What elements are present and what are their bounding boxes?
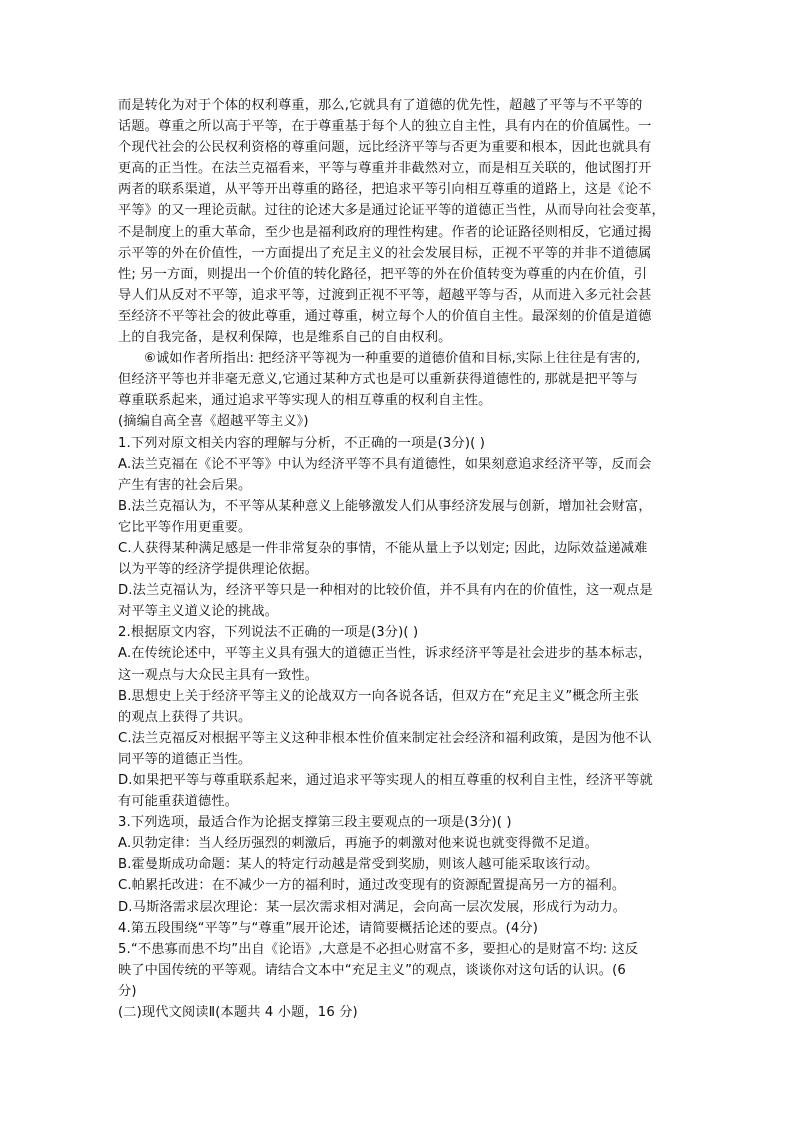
question-2 [118,622,678,812]
option-a-line: A.法兰克福在《论不平等》中认为经济平等不具有道德性，如果刻意追求经济平等，反而会 [118,456,652,472]
question-3 [118,812,678,917]
option-b-line: 它比平等作用更重要。 [118,519,252,535]
text-line: 两者的联系渠道，从平等开出尊重的路径，把追求平等引向相互尊重的道路上，这是《论不 [118,182,652,198]
text-line: 性; 另一方面，则提出一个价值的转化路径，把平等的外在价值转变为尊重的内在价值，引 [118,266,648,282]
question-4: 4.第五段围绕“平等”与“尊重”展开论述，请简要概括论述的要点。(4分) [118,920,539,936]
option-c-line: C.人获得某种满足感是一件非常复杂的事情，不能从量上予以划定; 因此，边际效益递减难 [118,540,648,556]
question-stem: 1.下列对原文相关内容的理解与分析，不正确的一项是(3分)( ) [118,435,486,451]
paragraph-six [118,348,678,411]
source-note: (摘编自高全喜《超越平等主义》) [118,414,309,430]
option-b: B.霍曼斯成功命题：某人的特定行动越是常受到奖励，则该人越可能采取该行动。 [118,857,599,873]
question-stem: 3.下列选项，最适合作为论据支撑第三段主要观点的一项是(3分)( ) [118,815,512,831]
text-line: 分) [118,983,137,999]
option-c-line: 同平等的道德正当性。 [118,751,252,767]
option-c-line: C.法兰克福反对根据平等主义这种非根本性价值来制定社会经济和福利政策，是因为他不认 [118,730,652,746]
question-stem: 2.根据原文内容，下列说法不正确的一项是(3分)( ) [118,625,419,641]
option-a: A.贝勃定律：当人经历强烈的刺激后，再施予的刺激对他来说也就变得微不足道。 [118,836,599,852]
option-a-line: A.在传统论述中，平等主义具有强大的道德正当性，诉求经济平等是社会进步的基本标志， [118,646,652,662]
option-b-line: 的观点上获得了共识。 [118,709,252,725]
text-line: 映了中国传统的平等观。请结合文本中“充足主义”的观点，谈谈你对这句话的认识。(6 [118,962,626,978]
question-5 [118,939,678,1002]
option-a-line: 这一观点与大众民主具有一致性。 [118,667,319,683]
text-line: 导人们从反对不平等，追求平等，过渡到正视不平等，超越平等与否，从而进入多元社会甚 [118,287,652,303]
text-line: 更高的正当性。在法兰克福看来，平等与尊重并非截然对立，而是相互关联的，他试图打开 [118,161,652,177]
text-line: 至经济不平等社会的彼此尊重，通过尊重，树立每个人的价值自主性。最深刻的价值是道德 [118,308,652,324]
document-page [118,95,678,1023]
option-d-line: 对平等主义道义论的挑战。 [118,604,279,620]
text-line: 示平等的外在价值性，一方面提出了充足主义的社会发展目标，正视不平等的并非不道德属 [118,245,652,261]
option-b-line: B.思想史上关于经济平等主义的论战双方一向各说各话，但双方在“充足主义”概念所主张 [118,688,639,704]
text-line: 上的自我完备，是权利保障，也是维系自己的自由权利。 [118,330,452,346]
option-d-line: D.如果把平等与尊重联系起来，通过追求平等实现人的相互尊重的权利自主性，经济平等就 [118,773,653,788]
text-line: 不是制度上的重大革命，至少也是福利政府的理性构建。作者的论证路径则相反，它通过揭 [118,224,652,240]
paragraph-continuation [118,95,678,348]
option-a-line: 产生有害的社会后果。 [118,477,252,493]
text-line: 话题。尊重之所以高于平等，在于尊重基于每个人的独立自主性，具有内在的价值属性。一 [118,119,652,135]
text-line: 平等》的又一理论贡献。过往的论述大多是通过论证平等的道德正当性，从而导向社会变革， [118,203,665,219]
text-line: 5.“不患寡而患不均”出自《论语》,大意是不必担心财富不多，要担心的是财富不均: 这反 [118,941,639,957]
text-line: ⑥诚如作者所指出: 把经济平等视为一种重要的道德价值和目标,实际上往往是有害的, [144,351,641,367]
text-line: 而是转化为对于个体的权利尊重，那么,它就具有了道德的优先性，超越了平等与不平等的 [118,98,643,113]
option-c: C.帕累托改进：在不减少一方的福利时，通过改变现有的资源配置提高另一方的福利。 [118,878,626,894]
option-d: D.马斯洛需求层次理论：某一层次需求相对满足，会向高一层次发展，形成行为动力。 [118,899,627,915]
text-line: 个现代社会的公民权利资格的尊重问题，远比经济平等与否更为重要和根本，因此也就具有 [118,140,652,156]
text-line: 但经济平等也并非毫无意义,它通过某种方式也是可以重新获得道德性的, 那就是把平等与 [118,372,638,388]
option-d-line: D.法兰克福认为，经济平等只是一种相对的比较价值，并不具有内在的价值性，这一观点是 [118,583,653,599]
option-b-line: B.法兰克福认为，不平等从某种意义上能够激发人们从事经济发展与创新，增加社会财富， [118,498,652,514]
question-1 [118,433,678,623]
section-heading: (二)现代文阅读Ⅱ(本题共 4 小题，16 分) [118,1005,358,1021]
text-line: 尊重联系起来，通过追求平等实现人的相互尊重的权利自主性。 [118,393,492,409]
option-d-line: 有可能重获道德性。 [118,794,239,810]
option-c-line: 以为平等的经济学提供理论依据。 [118,562,319,578]
